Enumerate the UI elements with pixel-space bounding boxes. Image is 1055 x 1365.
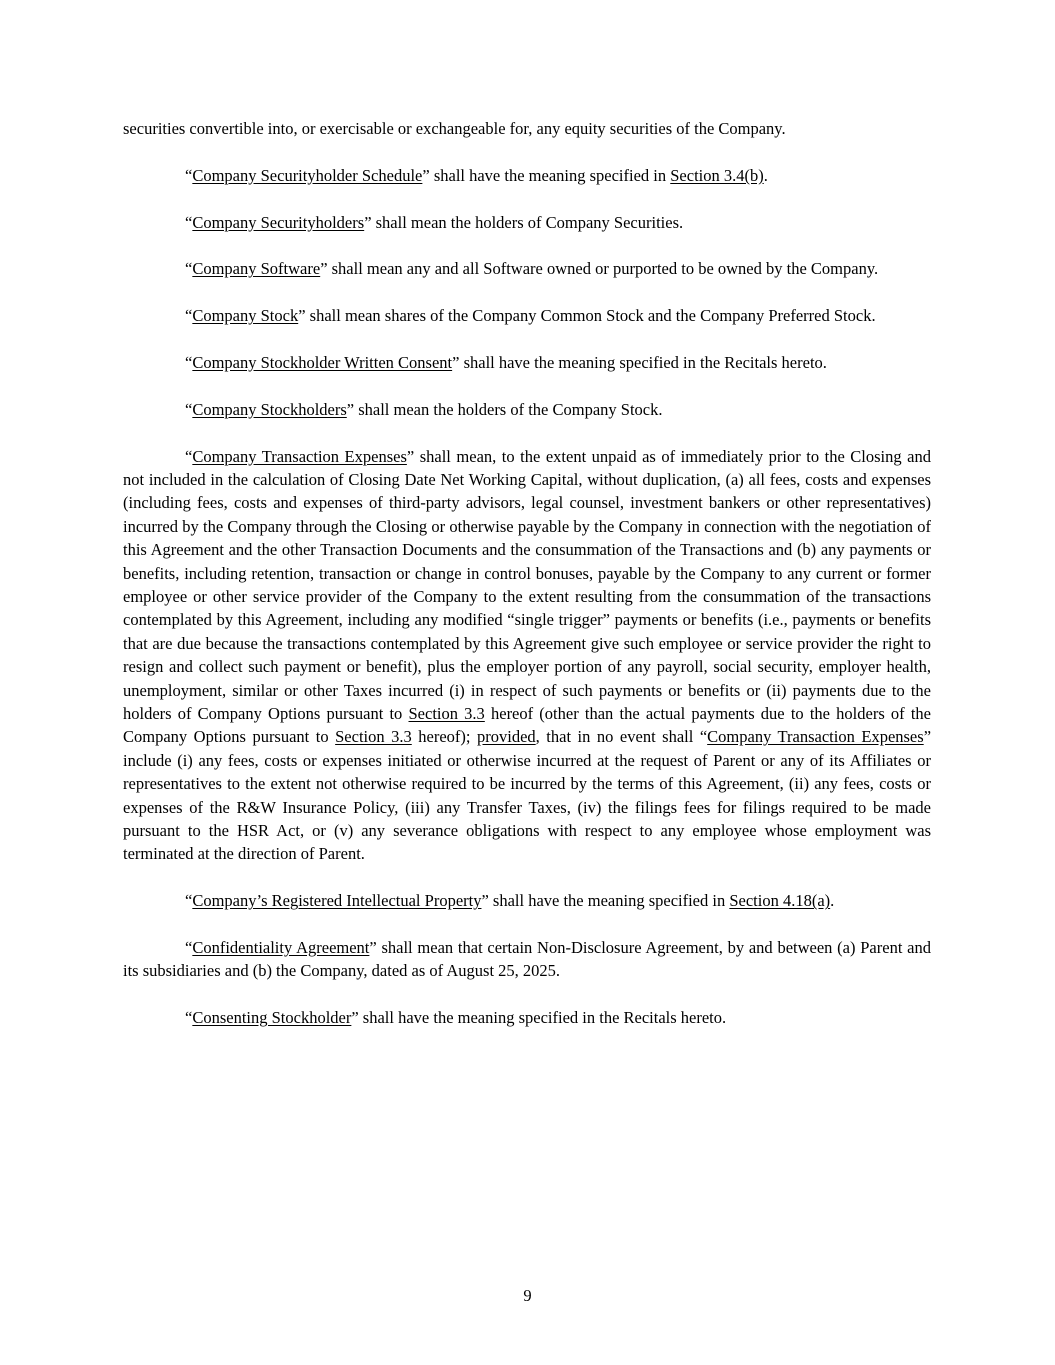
paragraph bbox=[123, 936, 931, 983]
text-run: “ bbox=[185, 259, 193, 279]
text-run: ” shall mean that certain Non-Disclosure Agreement, by and between (a) Parent and its subsidiaries and (b) the Company, dated as of August 25, 2025. bbox=[123, 938, 931, 981]
page-number: 9 bbox=[523, 1285, 532, 1305]
text-run: ” shall have the meaning specified in the Recitals hereto. bbox=[452, 352, 827, 372]
defined-term: Company Stockholder Written Consent bbox=[192, 352, 453, 372]
text-run: ” shall mean the holders of Company Securities. bbox=[364, 212, 684, 232]
text-run: hereof (other than the actual payments due to the holders of the Company Options pursuant to bbox=[123, 704, 932, 747]
text-run: ” shall mean any and all Software owned or purported to be owned by the Company. bbox=[320, 259, 879, 279]
defined-term: Section 3.3 bbox=[335, 727, 412, 747]
defined-term: Consenting Stockholder bbox=[192, 1008, 352, 1028]
defined-term: Section 3.4(b) bbox=[670, 165, 764, 185]
text-run: . bbox=[830, 891, 835, 911]
page-body bbox=[123, 117, 931, 1030]
text-run: , that in no event shall “ bbox=[535, 727, 708, 747]
text-run: ” shall mean, to the extent unpaid as of immediately prior to the Closing and not included in the calculation of Closing Date Net Working Capital, without duplication, (a) all fees, costs and expenses (including fees, costs and expenses of third-party advisors, legal counsel, investment bankers or other representatives) incurred by the Company through the Closing or otherwise payable by the Company in connection with the negotiation of this Agreement and the other Transaction Documents and the consummation of the Transactions and (b) any payments or benefits, including retention, transaction or change in control bonuses, payable by the Company to any current or former employee or other service provider of the Company to the extent resulting from the consummation of the transactions contemplated by this Agreement, including any modified “single trigger” payments or benefits (i.e., payments or benefits that are due because the transactions contemplated by this Agreement give such employee or service provider the right to resign and collect such payment or benefit), plus the employer portion of any payroll, social security, employer health, unemployment, similar or other Taxes incurred (i) in respect of such payments or benefits or (ii) payments due to the holders of Company Options pursuant to bbox=[123, 446, 931, 724]
text-run: “ bbox=[185, 1008, 193, 1028]
text-run: ” shall mean the holders of the Company Stock. bbox=[346, 399, 663, 419]
defined-term: Company Transaction Expenses bbox=[192, 446, 407, 466]
text-run: “ bbox=[185, 938, 193, 958]
paragraph bbox=[123, 351, 931, 374]
defined-term: provided bbox=[477, 727, 536, 747]
text-run: hereof); bbox=[411, 727, 478, 747]
text-run: ” shall have the meaning specified in the Recitals hereto. bbox=[351, 1008, 727, 1028]
defined-term: Company Stockholders bbox=[192, 399, 347, 419]
defined-term: Confidentiality Agreement bbox=[192, 938, 370, 958]
defined-term: Company Transaction Expenses bbox=[707, 727, 924, 747]
text-run: “ bbox=[185, 399, 193, 419]
text-run: “ bbox=[185, 165, 193, 185]
defined-term: Company Stock bbox=[192, 306, 299, 326]
text-run: . bbox=[763, 165, 768, 185]
defined-term: Section 3.3 bbox=[408, 704, 485, 724]
text-run: securities convertible into, or exercisable or exchangeable for, any equity securities of the Company. bbox=[123, 119, 786, 138]
text-run: “ bbox=[185, 446, 193, 466]
paragraph bbox=[123, 1006, 931, 1029]
text-run: “ bbox=[185, 891, 193, 911]
paragraph bbox=[123, 445, 931, 866]
text-run: ” shall have the meaning specified in bbox=[422, 165, 671, 185]
text-run: “ bbox=[185, 352, 193, 372]
text-run: ” shall have the meaning specified in bbox=[481, 891, 730, 911]
defined-term: Company Software bbox=[192, 259, 321, 279]
defined-term: Section 4.18(a) bbox=[729, 891, 831, 911]
defined-term: Company’s Registered Intellectual Property bbox=[192, 891, 482, 911]
paragraph bbox=[123, 304, 931, 327]
defined-term: Company Securityholders bbox=[192, 212, 365, 232]
page-footer bbox=[0, 1284, 1055, 1307]
paragraph bbox=[123, 164, 931, 187]
paragraph bbox=[123, 257, 931, 280]
text-run: “ bbox=[185, 306, 193, 326]
text-run: ” shall mean shares of the Company Common Stock and the Company Preferred Stock. bbox=[298, 306, 876, 326]
paragraph bbox=[123, 398, 931, 421]
text-run: “ bbox=[185, 212, 193, 232]
paragraph bbox=[123, 117, 931, 140]
defined-term: Company Securityholder Schedule bbox=[192, 165, 423, 185]
text-run: ” include (i) any fees, costs or expenses initiated or otherwise incurred at the request of Parent or any of its Affiliates or representatives to the extent not otherwise required to be incurred by the terms of this Agreement, (ii) any fees, costs or expenses of the R&W Insurance Policy, (iii) any Transfer Taxes, (iv) the filings fees for filings required to be made pursuant to the HSR Act, or (v) any severance obligations with respect to any employee whose employment was terminated at the direction of Parent. bbox=[123, 727, 932, 864]
paragraph bbox=[123, 211, 931, 234]
paragraph bbox=[123, 889, 931, 912]
